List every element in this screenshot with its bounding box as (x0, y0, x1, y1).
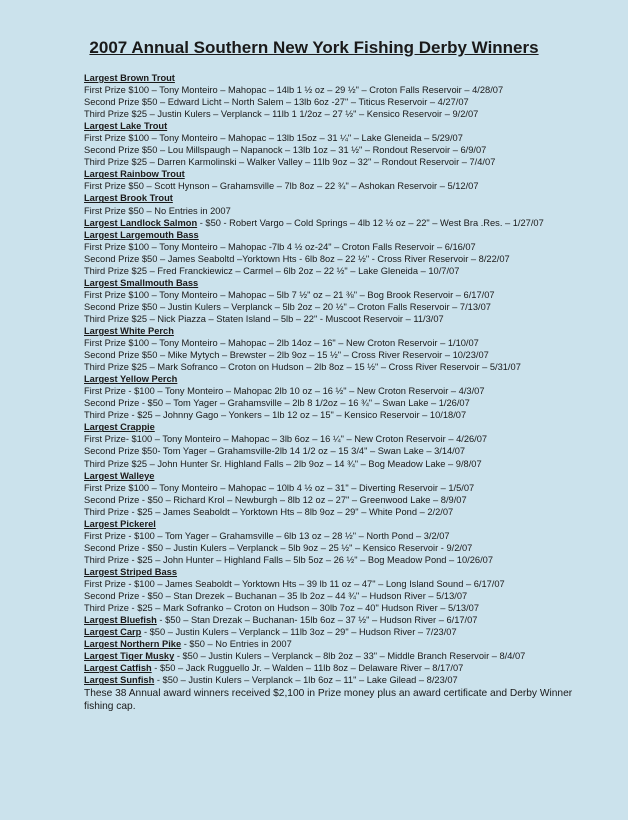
category-heading: Largest Northern Pike (84, 639, 182, 650)
winner-entry: First Prize $100 – Tony Monteiro – Mahopac – 5lb 7 ½" oz – 21 ⅜" – Bog Brook Reservoir – 6/17/07 (84, 289, 495, 300)
winner-entry: First Prize $50 – No Entries in 2007 (84, 205, 231, 216)
category-heading: Largest Bluefish (84, 615, 157, 626)
winner-entry: First Prize $100 – Tony Monteiro – Mahopac – 13lb 15oz – 31 ¼" – Lake Gleneida – 5/29/07 (84, 133, 463, 144)
winner-entry: Third Prize $25 – Nick Piazza – Staten Island – 5lb – 22" - Muscoot Reservoir – 11/3/07 (84, 313, 444, 324)
winner-entry: First Prize - $100 – James Seaboldt – Yorktown Hts – 39 lb 11 oz – 47" – Long Island Sound – 6/17/07 (84, 578, 505, 589)
winner-entry: First Prize $100 – Tony Monteiro – Mahopac -7lb 4 ½ oz-24" – Croton Falls Reservoir – 6/16/07 (84, 241, 476, 252)
winner-entry: Second Prize - $50 – Justin Kulers – Verplanck – 5lb 9oz – 25 ½" – Kensico Reservoir - 9/2/07 (84, 542, 473, 553)
winner-entry: First Prize - $100 – Tom Yager – Grahamsville – 6lb 13 oz – 28 ½" – North Pond – 3/2/07 (84, 530, 450, 541)
winner-entry: Second Prize - $50 – Stan Drezek – Buchanan – 35 lb 2oz – 44 ¾" – Hudson River – 5/13/07 (84, 591, 468, 602)
category-heading: Largest Striped Bass (84, 566, 178, 577)
category-heading: Largest Brown Trout (84, 73, 175, 83)
winner-entry: Second Prize - $50 – Richard Krol – Newburgh – 8lb 12 oz – 27" – Greenwood Lake – 8/9/07 (84, 494, 467, 505)
winner-entry: First Prize- $100 – Tony Monteiro – Mahopac – 3lb 6oz – 16 ¼" – New Croton Reservoir – 4/26/07 (84, 434, 488, 445)
winner-entry: First Prize $100 – Tony Monteiro – Mahopac – 10lb 4 ½ oz – 31" – Diverting Reservoir – 1/5/07 (84, 482, 475, 493)
category-entry (84, 674, 624, 686)
winner-entry: Second Prize - $50 – Tom Yager – Grahamsville – 2lb 8 1/2oz – 16 ¾" – Swan Lake – 1/26/07 (84, 398, 470, 409)
winner-entry: Third Prize - $25 – John Hunter – Highland Falls – 5lb 5oz – 26 ½" – Bog Meadow Pond – 10/26/07 (84, 554, 493, 565)
category-entry (84, 638, 624, 650)
category-heading: Largest Sunfish (84, 675, 155, 686)
winner-entry: First Prize $50 – Scott Hynson – Grahamsville – 7lb 8oz – 22 ¾" – Ashokan Reservoir – 5/12/07 (84, 181, 479, 192)
winners-list (84, 72, 624, 713)
winner-entry: - $50 – Stan Drezak – Buchanan- 15lb 6oz – 37 ½" – Hudson River – 6/17/07 (156, 615, 478, 626)
winner-entry: First Prize $100 – Tony Monteiro – Mahopac – 14lb 1 ½ oz – 29 ½" – Croton Falls Reservoir – 4/28/07 (84, 85, 504, 96)
winner-entry: - $50 – Justin Kulers – Verplanck – 8lb 2oz – 33" – Middle Branch Reservoir – 8/4/07 (174, 651, 526, 662)
winner-entry: Second Prize $50 – James Seaboltd –Yorktown Hts - 6lb 8oz – 22 ½" - Cross River Reservoir – 8/22/07 (84, 253, 510, 264)
winner-entry: Third Prize - $25 – Mark Sofranko – Croton on Hudson – 30lb 7oz – 40" Hudson River – 5/13/07 (84, 603, 480, 614)
winner-entry: - $50 – Justin Kulers – Verplanck – 1lb 6oz – 11" – Lake Gilead – 8/23/07 (154, 675, 458, 686)
category-heading: Largest Lake Trout (84, 121, 168, 132)
page-title: 2007 Annual Southern New York Fishing Derby Winners (89, 38, 539, 57)
category-heading: Largest Crappie (84, 422, 155, 433)
category-heading: Largest Rainbow Trout (84, 169, 185, 180)
footer-note: These 38 Annual award winners received $2,100 in Prize money plus an award certificate and Derby Winner fishing cap. (84, 688, 573, 713)
category-heading: Largest Catfish (84, 663, 152, 674)
category-entry (84, 650, 624, 662)
winner-entry: Third Prize $25 – Justin Kulers – Verplanck – 11lb 1 1/2oz – 27 ½" – Kensico Reservoir – 9/2/07 (84, 109, 479, 120)
category-entry (84, 626, 624, 638)
category-heading: Largest Carp (84, 627, 142, 638)
winner-entry: - $50 – Jack Rugguello Jr. – Walden – 11lb 8oz – Delaware River – 8/17/07 (151, 663, 464, 674)
category-heading: Largest Smallmouth Bass (84, 277, 199, 288)
category-heading: Largest Tiger Musky (84, 651, 175, 662)
winner-entry: Second Prize $50 – Lou Millspaugh – Napanock – 13lb 1oz – 31 ½" – Rondout Reservoir – 6/9/07 (84, 145, 487, 156)
category-entry (84, 662, 624, 674)
category-entry (84, 614, 624, 626)
winner-entry: - $50 - Robert Vargo – Cold Springs – 4lb 12 ½ oz – 22" – West Bra .Res. – 1/27/07 (197, 217, 544, 228)
winner-entry: First Prize - $100 – Tony Monteiro – Mahopac 2lb 10 oz – 16 ½" – New Croton Reservoir – 4/3/07 (84, 386, 485, 397)
category-heading: Largest Yellow Perch (84, 374, 178, 385)
category-heading: Largest Pickerel (84, 518, 156, 529)
category-heading: Largest Brook Trout (84, 193, 173, 204)
category-entry (84, 217, 624, 229)
category-heading: Largest Landlock Salmon (84, 217, 198, 228)
category-heading: Largest White Perch (84, 325, 174, 336)
winner-entry: Second Prize $50 – Mike Mytych – Brewster – 2lb 9oz – 15 ½" – Cross River Reservoir – 10/23/07 (84, 350, 489, 361)
winner-entry: Second Prize $50- Tom Yager – Grahamsville-2lb 14 1/2 oz – 15 3/4" – Swan Lake – 3/14/07 (84, 446, 466, 457)
winner-entry: Third Prize $25 – Mark Sofranco – Croton on Hudson – 2lb 8oz – 15 ½" – Cross River Reservoir – 5/31/07 (84, 362, 521, 373)
category-heading: Largest Largemouth Bass (84, 229, 199, 240)
winner-entry: First Prize $100 – Tony Monteiro – Mahopac – 2lb 14oz – 16" – New Croton Reservoir – 1/10/07 (84, 338, 479, 349)
winner-entry: Second Prize $50 – Justin Kulers – Verplanck – 5lb 2oz – 20 ½" – Croton Falls Reservoir – 7/13/07 (84, 301, 491, 312)
winner-entry: Third Prize $25 – Darren Karmolinski – Walker Valley – 11lb 9oz – 32" – Rondout Reservoir – 7/4/07 (84, 157, 496, 168)
winner-entry: - $50 – Justin Kulers – Verplanck – 11lb 3oz – 29" – Hudson River – 7/23/07 (141, 627, 457, 638)
winner-entry: Second Prize $50 – Edward Licht – North Salem – 13lb 6oz -27" – Titicus Reservoir – 4/27/07 (84, 97, 469, 108)
winner-entry: Third Prize $25 – John Hunter Sr. Highland Falls – 2lb 9oz – 14 ¾" – Bog Meadow Lake – 9/8/07 (84, 458, 482, 469)
category-heading: Largest Walleye (84, 470, 155, 481)
winner-entry: Third Prize - $25 – Johnny Gago – Yonkers – 1lb 12 oz – 15" – Kensico Reservoir – 10/18/07 (84, 410, 467, 421)
winner-entry: Third Prize - $25 – James Seaboldt – Yorktown Hts – 8lb 9oz – 29" – White Pond – 2/2/07 (84, 506, 454, 517)
winner-entry: - $50 – No Entries in 2007 (181, 639, 292, 650)
winner-entry: Third Prize $25 – Fred Franckiewicz – Carmel – 6lb 2oz – 22 ½" – Lake Gleneida – 10/7/07 (84, 265, 460, 276)
